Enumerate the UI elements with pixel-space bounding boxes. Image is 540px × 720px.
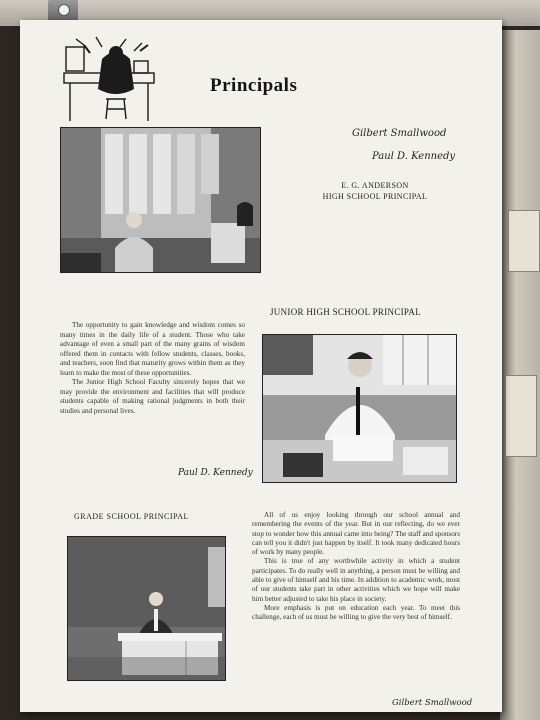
junior-high-principal-photo	[262, 334, 457, 483]
background-paper-scrap	[505, 375, 537, 457]
binder-clip-hole	[58, 4, 70, 16]
grade-school-paragraph: This is true of any worthwhile activity in which a student participates. To do really well in anything, a person must be willing and able to give of himself and his time. In addition to academic work, most of our students take part in other activities which we hope will make him better adjusted to take his place in society.	[252, 557, 460, 603]
junior-high-paragraph: The Junior High School Faculty sincerely hopes that we may provide the environment and facilities that will produce students capable of making rational judgments in both their studies and personal lives.	[60, 378, 245, 415]
grade-school-paragraph: All of us enjoy looking through our school annual and remembering the events of the year. But in our reflecting, do we ever stop to wonder how this annual came into being? The staff and sponsors can tell you it didn't just happen by itself. It took many dedicated hours of work by many people.	[252, 511, 460, 557]
junior-high-paragraph: The opportunity to gain knowledge and wisdom comes so many times in the daily life of a student. Those who take advantage of even a small part of the many grains of wisdom offered them in contacts with fellow students, classes, books, and teachers, soon find that maturity grows within them as they learn to make the most of these opportunities.	[60, 321, 245, 377]
signature-smallwood: Gilbert Smallwood	[352, 128, 447, 139]
grade-school-principal-photo	[67, 536, 226, 681]
cartoon-illustration	[56, 33, 166, 125]
high-school-caption	[270, 180, 480, 202]
background-paper-scrap	[508, 210, 540, 272]
signature-kennedy: Paul D. Kennedy	[372, 151, 456, 162]
high-school-principal-photo	[60, 127, 261, 273]
grade-school-paragraph: More emphasis is put on education each year. To meet this challenge, each of us must be willing to give the very best of himself.	[252, 603, 460, 622]
high-school-principal-title: HIGH SCHOOL PRINCIPAL	[322, 192, 428, 201]
grade-school-heading: GRADE SCHOOL PRINCIPAL	[74, 512, 189, 521]
junior-high-message	[60, 321, 245, 416]
yearbook-page	[20, 20, 502, 712]
junior-high-heading: JUNIOR HIGH SCHOOL PRINCIPAL	[270, 307, 421, 317]
signature-smallwood: Gilbert Smallwood	[392, 698, 473, 708]
grade-school-message	[252, 511, 460, 623]
page-title: Principals	[210, 75, 298, 96]
signature-kennedy: Paul D. Kennedy	[178, 468, 253, 478]
high-school-principal-name: E. G. ANDERSON	[341, 181, 409, 190]
